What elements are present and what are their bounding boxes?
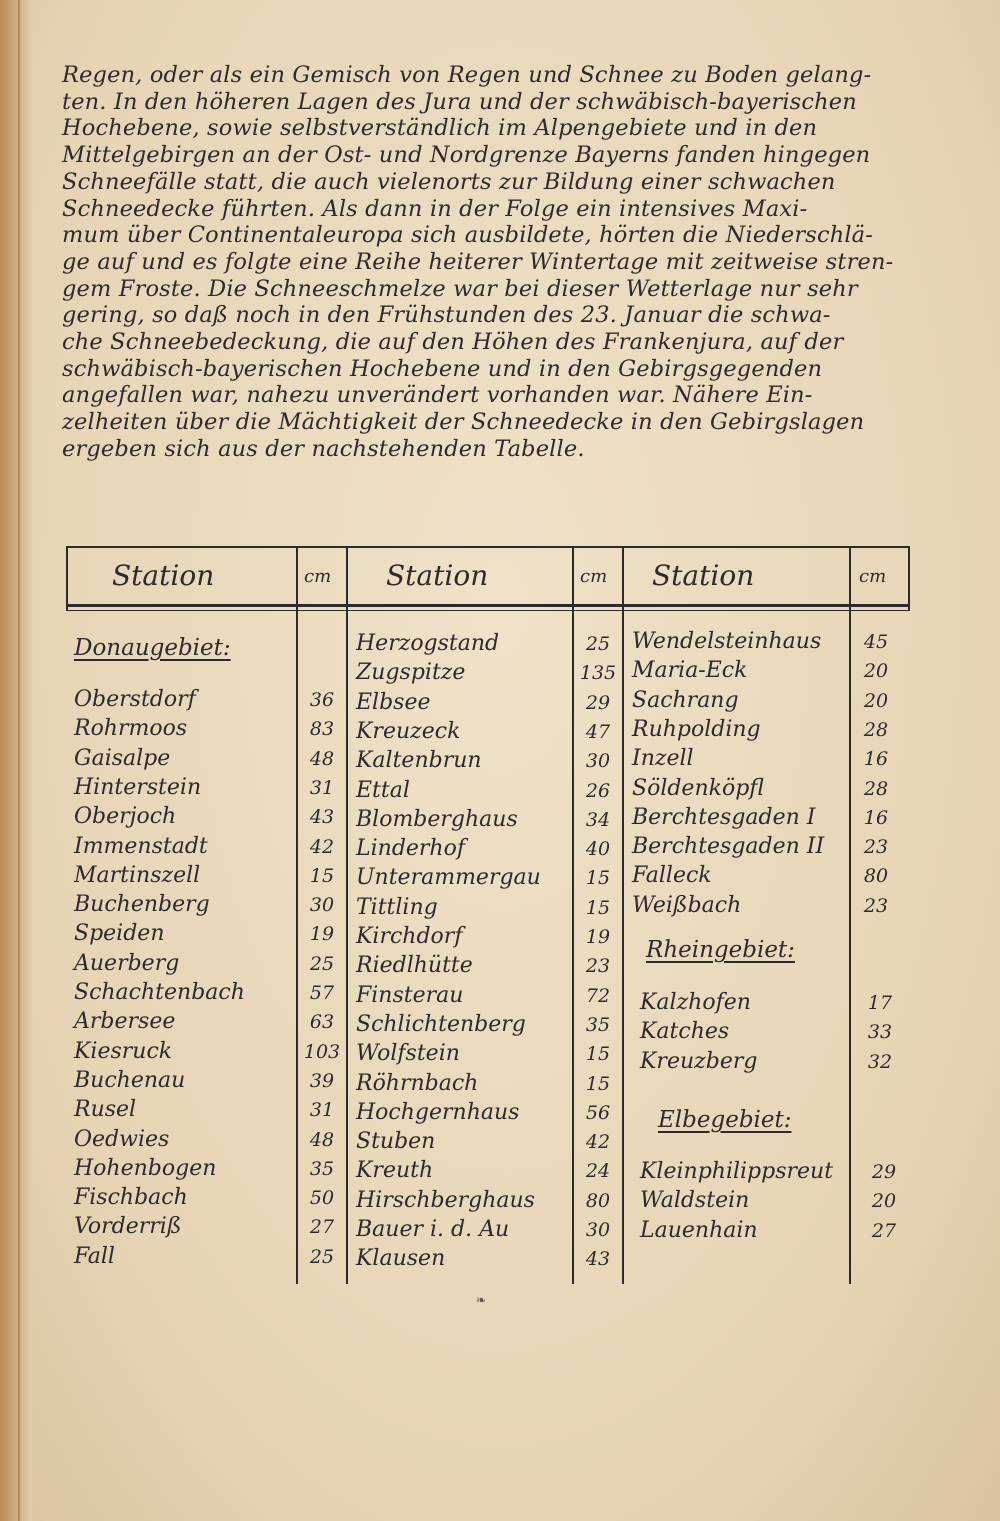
- station-name: Berchtesgaden I: [632, 804, 816, 830]
- snow-depth-cm: 45: [863, 631, 889, 653]
- handwritten-paragraph: [62, 62, 912, 463]
- snow-depth-cm: 15: [585, 867, 611, 890]
- header-cm-3: cm: [859, 566, 887, 587]
- station-name: Auerberg: [74, 950, 180, 976]
- paragraph-line: Regen, oder als ein Gemisch von Regen und Schnee zu Boden gelang-: [62, 62, 872, 88]
- snow-depth-cm: 25: [309, 1245, 335, 1268]
- paragraph-line: Schneedecke führten. Als dann in der Folge ein intensives Maxi-: [62, 195, 808, 222]
- region-label-elbe: Elbegebiet:: [658, 1107, 792, 1133]
- station-name: Wendelsteinhaus: [632, 629, 822, 654]
- snow-depth-cm: 25: [309, 952, 335, 975]
- snow-depth-cm: 32: [867, 1050, 893, 1073]
- station-name: Linderhof: [356, 836, 465, 862]
- station-name: Fischbach: [74, 1185, 188, 1211]
- snow-depth-cm: 15: [585, 1072, 611, 1095]
- paragraph-line: Hochebene, sowie selbstverständlich im Alpengebiete und in den: [62, 115, 818, 142]
- station-name: Gaisalpe: [74, 745, 171, 771]
- snow-depth-cm: 57: [309, 982, 335, 1004]
- snow-depth-cm: 19: [309, 923, 335, 946]
- snow-depth-cm: 43: [309, 806, 335, 829]
- snow-depth-cm: 43: [585, 1248, 611, 1271]
- table-top-rule: [66, 546, 910, 548]
- paragraph-line: mum über Continentaleuropa sich ausbildete, hörten die Niederschlä-: [62, 222, 873, 249]
- snow-depth-cm: 31: [309, 1099, 335, 1122]
- station-name: Rohrmoos: [74, 716, 188, 742]
- snow-depth-cm: 42: [585, 1131, 611, 1154]
- station-name: Waldstein: [640, 1188, 750, 1214]
- snow-depth-cm: 33: [867, 1021, 893, 1044]
- station-name: Berchtesgaden II: [632, 834, 825, 860]
- station-name: Schachtenbach: [74, 980, 245, 1005]
- station-name: Katches: [640, 1019, 730, 1045]
- col2-cm-divider-left: [572, 546, 574, 1284]
- region-label-rhein: Rheingebiet:: [646, 937, 795, 963]
- paragraph-line: Schneefälle statt, die auch vielenorts zur Bildung einer schwachen: [62, 168, 836, 195]
- snow-depth-cm: 23: [863, 836, 889, 859]
- snow-depth-cm: 23: [863, 894, 889, 917]
- snow-depth-cm: 30: [309, 894, 335, 917]
- snow-depth-cm: 83: [309, 718, 335, 741]
- snow-depth-cm: 29: [585, 691, 611, 714]
- station-name: Immenstadt: [74, 833, 208, 859]
- page-end-ornament: ❧: [475, 1293, 487, 1307]
- snow-depth-cm: 28: [863, 718, 889, 741]
- snow-depth-cm: 16: [863, 806, 889, 829]
- paragraph-line: Mittelgebirgen an der Ost- und Nordgrenze Bayerns fanden hingegen: [62, 142, 871, 169]
- station-name: Unterammergau: [356, 865, 541, 891]
- snow-depth-cm: 28: [863, 777, 889, 800]
- col1-cm-divider-left: [296, 546, 298, 1284]
- snow-depth-cm: 72: [585, 984, 611, 1007]
- station-name: Zugspitze: [356, 660, 466, 686]
- station-name: Herzogstand: [356, 631, 500, 656]
- region-label-donau: Donaugebiet:: [74, 635, 231, 661]
- col3-cm-divider-left: [849, 546, 851, 1284]
- station-name: Bauer i. d. Au: [356, 1217, 510, 1242]
- station-name: Finsterau: [356, 982, 464, 1008]
- station-name: Ettal: [356, 777, 410, 803]
- snow-depth-cm: 42: [309, 835, 335, 858]
- station-name: Vorderriß: [74, 1214, 182, 1240]
- station-name: Elbsee: [356, 689, 431, 715]
- snow-depth-cm: 15: [309, 864, 335, 887]
- snow-depth-cm: 35: [309, 1157, 335, 1180]
- station-name: Stuben: [356, 1129, 436, 1155]
- header-station-1: Station: [112, 559, 215, 592]
- station-name: Hohenbogen: [74, 1155, 217, 1181]
- station-name: Lauenhain: [640, 1217, 758, 1243]
- table-left-border: [66, 546, 68, 610]
- snow-depth-cm: 20: [863, 660, 889, 683]
- snow-depth-cm: 23: [585, 955, 611, 978]
- snow-depth-cm: 16: [863, 748, 889, 771]
- station-name: Ruhpolding: [632, 716, 761, 742]
- header-station-3: Station: [652, 559, 755, 592]
- station-name: Tittling: [356, 894, 438, 920]
- station-name: Wolfstein: [356, 1041, 460, 1067]
- station-name: Oberjoch: [74, 804, 177, 830]
- station-name: Weißbach: [632, 892, 742, 918]
- snow-depth-cm: 80: [585, 1189, 611, 1212]
- header-cm-2: cm: [580, 566, 608, 587]
- station-name: Speiden: [74, 921, 165, 947]
- paragraph-line: ergeben sich aus der nachstehenden Tabelle.: [62, 435, 585, 462]
- station-name: Kreuzberg: [640, 1048, 758, 1074]
- snow-depth-cm: 24: [585, 1160, 611, 1183]
- station-name: Buchenberg: [74, 892, 210, 918]
- station-name: Maria-Eck: [632, 658, 748, 684]
- station-name: Riedlhütte: [356, 953, 473, 979]
- station-name: Kreuzeck: [356, 718, 461, 744]
- snow-depth-cm: 30: [585, 750, 611, 773]
- station-name: Oberstdorf: [74, 687, 196, 712]
- station-name: Söldenköpfl: [632, 775, 764, 801]
- table-right-border: [908, 546, 910, 610]
- snow-depth-cm: 19: [585, 926, 611, 948]
- snow-depth-cm: 34: [585, 808, 611, 831]
- snow-depth-cm: 103: [303, 1040, 341, 1063]
- snow-depth-cm: 29: [871, 1161, 897, 1183]
- snow-depth-cm: 25: [585, 633, 611, 655]
- snow-depth-cm: 56: [585, 1101, 611, 1124]
- paragraph-line: gering, so daß noch in den Frühstunden des 23. Januar die schwa-: [62, 302, 831, 329]
- paragraph-line: schwäbisch-bayerischen Hochebene und in den Gebirgsgegenden: [62, 355, 823, 382]
- snow-depth-cm: 40: [585, 838, 611, 861]
- paragraph-line: zelheiten über die Mächtigkeit der Schneedecke in den Gebirgslagen: [62, 409, 865, 436]
- snow-depth-cm: 30: [585, 1219, 611, 1241]
- station-name: Kalzhofen: [640, 990, 751, 1015]
- paragraph-line: ten. In den höheren Lagen des Jura und der schwäbisch-bayerischen: [62, 88, 857, 115]
- snow-depth-cm: 36: [309, 689, 335, 711]
- snow-depth-cm: 135: [579, 662, 617, 685]
- station-name: Sachrang: [632, 687, 739, 713]
- station-name: Kirchdorf: [356, 924, 463, 949]
- station-name: Hochgernhaus: [356, 1099, 520, 1125]
- station-name: Oedwies: [74, 1126, 170, 1152]
- station-name: Hirschberghaus: [356, 1187, 535, 1213]
- station-name: Klausen: [356, 1246, 446, 1272]
- snow-depth-cm: 15: [585, 896, 611, 919]
- snow-depth-cm: 31: [309, 776, 335, 799]
- snow-depth-cm: 39: [309, 1069, 335, 1092]
- station-name: Buchenau: [74, 1067, 186, 1093]
- station-name: Röhrnbach: [356, 1070, 479, 1096]
- station-name: Kleinphilippsreut: [640, 1159, 834, 1184]
- spine-fold-line: [18, 0, 20, 1521]
- table-header-rule-thin: [66, 610, 910, 611]
- snow-depth-cm: 20: [871, 1190, 897, 1213]
- station-name: Hinterstein: [74, 774, 202, 800]
- snow-depth-cm: 27: [871, 1219, 897, 1242]
- station-name: Arbersee: [74, 1009, 176, 1035]
- station-name: Kaltenbrun: [356, 748, 482, 774]
- paragraph-line: angefallen war, nahezu unverändert vorhanden war. Nähere Ein-: [62, 382, 813, 409]
- paragraph-line: che Schneebedeckung, die auf den Höhen des Frankenjura, auf der: [62, 329, 844, 356]
- snow-depth-cm: 20: [863, 689, 889, 712]
- col1-cm-divider-right: [346, 546, 348, 1284]
- station-name: Blomberghaus: [356, 806, 518, 832]
- snow-depth-table: [66, 546, 910, 1284]
- station-name: Schlichtenberg: [356, 1011, 526, 1037]
- snow-depth-cm: 27: [309, 1216, 335, 1239]
- book-spine-edge: [0, 0, 32, 1521]
- header-station-2: Station: [386, 559, 489, 592]
- snow-depth-cm: 48: [309, 747, 335, 770]
- station-name: Inzell: [632, 746, 694, 772]
- paragraph-line: gem Froste. Die Schneeschmelze war bei dieser Wetterlage nur sehr: [62, 275, 858, 302]
- snow-depth-cm: 50: [309, 1187, 335, 1210]
- snow-depth-cm: 47: [585, 720, 611, 743]
- snow-depth-cm: 17: [867, 992, 893, 1014]
- station-name: Rusel: [74, 1097, 137, 1123]
- snow-depth-cm: 63: [309, 1011, 335, 1034]
- snow-depth-cm: 48: [309, 1128, 335, 1151]
- col2-cm-divider-right: [622, 546, 624, 1284]
- paragraph-line: ge auf und es folgte eine Reihe heiterer Wintertage mit zeitweise stren-: [62, 248, 894, 275]
- station-name: Falleck: [632, 863, 712, 889]
- station-name: Kiesruck: [74, 1038, 173, 1064]
- header-cm-1: cm: [304, 566, 332, 587]
- snow-depth-cm: 26: [585, 779, 611, 802]
- station-name: Martinszell: [74, 862, 201, 888]
- snow-depth-cm: 80: [863, 865, 889, 888]
- snow-depth-cm: 35: [585, 1013, 611, 1036]
- station-name: Kreuth: [356, 1158, 434, 1184]
- station-name: Fall: [74, 1243, 115, 1269]
- snow-depth-cm: 15: [585, 1043, 611, 1066]
- table-header-rule: [66, 604, 910, 607]
